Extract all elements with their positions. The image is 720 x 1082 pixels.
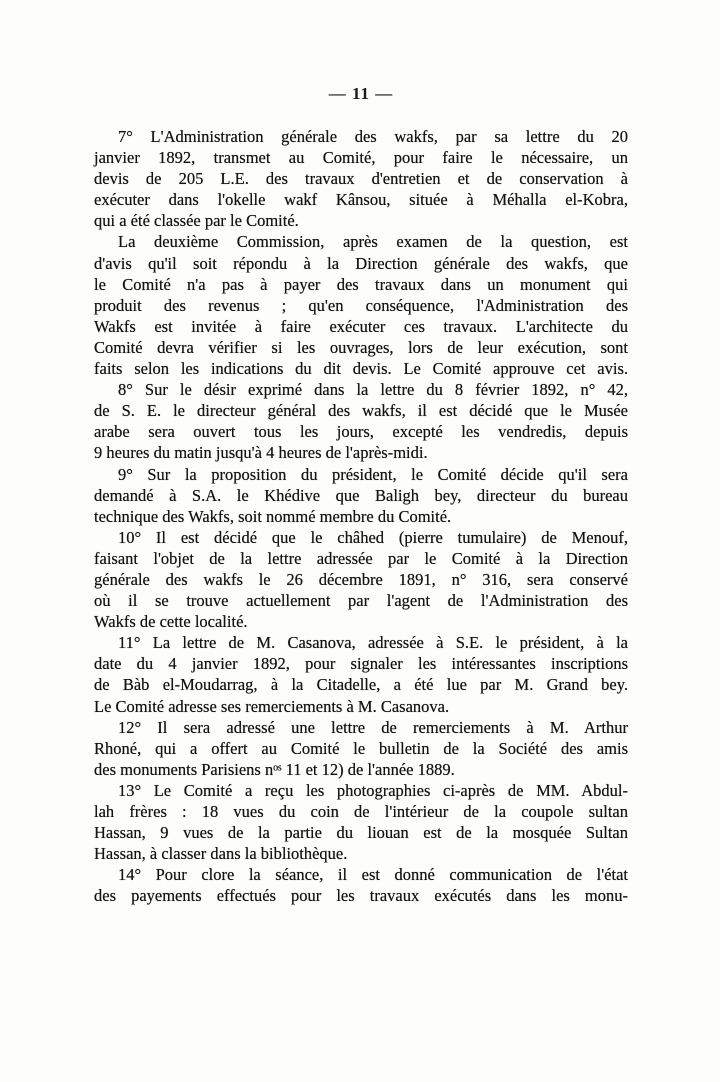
text-line: Le Comité adresse ses remerciements à M. Casanova.: [94, 696, 450, 716]
text-line: arabe sera ouvert tous les jours, excepté les vendredis, depuis: [94, 422, 628, 442]
text-line: des payements effectués pour les travaux exécutés dans les monu-: [94, 886, 628, 906]
text-line: La deuxième Commission, après examen de la question, est: [118, 232, 628, 252]
paragraph-item-13: [94, 780, 628, 864]
text-line: de S. E. le directeur général des wakfs, il est décidé que le Musée: [94, 401, 628, 421]
text-line: exécuter dans l'okelle wakf Kânsou, située à Méhalla el-Kobra,: [94, 190, 628, 210]
text-line: 9 heures du matin jusqu'à 4 heures de l'après-midi.: [94, 443, 428, 463]
text-line: qui a été classée par le Comité.: [94, 211, 299, 231]
text-line: Rhoné, qui a offert au Comité le bulletin de la Société des amis: [94, 738, 628, 758]
text-line: des monuments Parisiens nᵒˢ 11 et 12) de l'année 1889.: [94, 759, 455, 779]
paragraph-commission-avis: [94, 231, 628, 379]
text-line: produit des revenus ; qu'en conséquence, l'Administration des: [94, 295, 628, 315]
paragraph-item-9: [94, 464, 628, 527]
paragraph-item-12: [94, 717, 628, 780]
text-line: Wakfs de cette localité.: [94, 612, 248, 632]
text-line: 14° Pour clore la séance, il est donné communication de l'état: [118, 865, 628, 885]
text-line: le Comité n'a pas à payer des travaux dans un monument qui: [94, 274, 628, 294]
paragraph-item-11: [94, 632, 628, 716]
paragraph-item-8: [94, 379, 628, 463]
text-line: générale des wakfs le 26 décembre 1891, n° 316, sera conservé: [94, 569, 628, 589]
text-line: 13° Le Comité a reçu les photographies ci-après de MM. Abdul-: [118, 780, 628, 800]
text-block: [94, 126, 628, 906]
text-line: janvier 1892, transmet au Comité, pour faire le nécessaire, un: [94, 148, 628, 168]
text-line: Wakfs est invitée à faire exécuter ces travaux. L'architecte du: [94, 316, 628, 336]
text-line: 9° Sur la proposition du président, le Comité décide qu'il sera: [118, 464, 628, 484]
text-line: Comité devra vérifier si les ouvrages, lors de leur exécution, sont: [94, 337, 628, 357]
text-line: faits selon les indications du dit devis. Le Comité approuve cet avis.: [94, 359, 628, 379]
paragraph-item-14: [94, 864, 628, 906]
text-line: Hassan, à classer dans la bibliothèque.: [94, 844, 348, 864]
text-line: demandé à S.A. le Khédive que Baligh bey, directeur du bureau: [94, 485, 628, 505]
text-line: d'avis qu'il soit répondu à la Direction générale des wakfs, que: [94, 253, 628, 273]
text-line: devis de 205 L.E. des travaux d'entretien et de conservation à: [94, 169, 628, 189]
text-line: date du 4 janvier 1892, pour signaler les intéressantes inscriptions: [94, 654, 628, 674]
text-line: où il se trouve actuellement par l'agent de l'Administration des: [94, 591, 628, 611]
text-line: 8° Sur le désir exprimé dans la lettre du 8 février 1892, n° 42,: [118, 380, 628, 400]
text-line: Hassan, 9 vues de la partie du liouan est de la mosquée Sultan: [94, 823, 628, 843]
page-number: — 11 —: [328, 84, 394, 103]
paragraph-item-10: [94, 527, 628, 632]
text-line: lah frères : 18 vues du coin de l'intérieur de la coupole sultan: [94, 802, 628, 821]
text-line: 7° L'Administration générale des wakfs, par sa lettre du 20: [118, 127, 628, 146]
text-line: 12° Il sera adressé une lettre de remerciements à M. Arthur: [118, 717, 628, 737]
text-line: technique des Wakfs, soit nommé membre du Comité.: [94, 506, 452, 526]
text-line: de Bàb el-Moudarrag, à la Citadelle, a été lue par M. Grand bey.: [94, 675, 628, 695]
text-line: 11° La lettre de M. Casanova, adressée à S.E. le président, à la: [118, 633, 628, 653]
text-line: faisant l'objet de la lettre adressée par le Comité à la Direction: [94, 548, 628, 568]
text-line: 10° Il est décidé que le châhed (pierre tumulaire) de Menouf,: [118, 527, 628, 547]
paragraph-item-7: [94, 126, 628, 231]
